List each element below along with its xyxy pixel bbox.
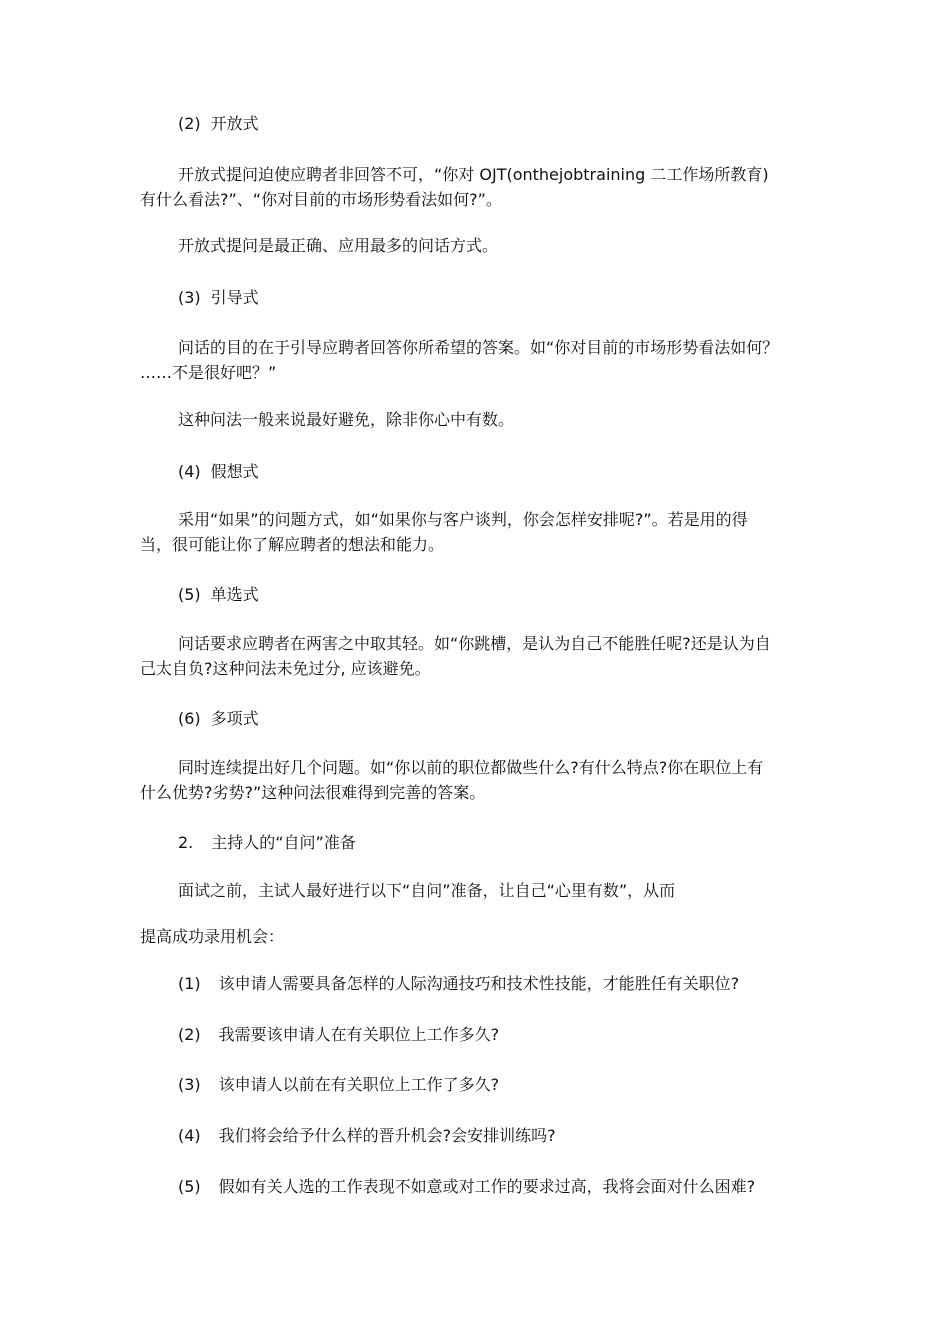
list-item	[178, 1174, 755, 1200]
heading-text: 多项式	[210, 709, 259, 728]
paragraph-line: 同时连续提出好几个问题。如“你以前的职位都做些什么?有什么特点?你在职位上有	[178, 758, 764, 777]
list-item	[178, 971, 739, 997]
heading-open	[178, 111, 259, 137]
paragraph-line: 有什么看法?”、“你对目前的市场形势看法如何?”。	[140, 190, 502, 209]
list-item-text: 我们将会给予什么样的晋升机会?会安排训练吗?	[218, 1126, 556, 1145]
heading-number: (6)	[178, 709, 201, 728]
list-item-number: (1)	[178, 974, 201, 993]
paragraph-line: 开放式提问迫使应聘者非回答不可，“你对 OJT(onthejobtraining 二工作场所教育)	[178, 165, 769, 184]
paragraph-line: 面试之前，主试人最好进行以下“自问”准备，让自己“心里有数”，从而	[178, 881, 676, 900]
paragraph-line: 开放式提问是最正确、应用最多的问话方式。	[178, 236, 499, 255]
heading-text: 开放式	[210, 114, 259, 133]
heading-number: 2.	[178, 833, 194, 852]
list-item-number: (5)	[178, 1177, 201, 1196]
paragraph-line: 什么优势?劣势?”这种问法很难得到完善的答案。	[140, 783, 486, 802]
heading-text: 引导式	[210, 288, 259, 307]
paragraph-line: 问话要求应聘者在两害之中取其轻。如“你跳槽，是认为自己不能胜任呢?还是认为自	[178, 634, 771, 653]
heading-text: 单选式	[210, 585, 259, 604]
heading-host-self-questions	[178, 830, 356, 856]
paragraph-line: 这种问法一般来说最好避免，除非你心中有数。	[178, 410, 515, 429]
list-item-number: (2)	[178, 1025, 201, 1044]
heading-number: (4)	[178, 462, 201, 481]
list-item	[178, 1022, 499, 1048]
list-item	[178, 1123, 556, 1149]
paragraph-line: 问话的目的在于引导应聘者回答你所希望的答案。如“你对目前的市场形势看法如何？	[178, 338, 779, 357]
list-item-number: (3)	[178, 1075, 201, 1094]
heading-number: (3)	[178, 288, 201, 307]
paragraph-line: 采用“如果”的问题方式，如“如果你与客户谈判，你会怎样安排呢?”。若是用的得	[178, 510, 748, 529]
list-item-text: 该申请人以前在有关职位上工作了多久?	[218, 1075, 500, 1094]
paragraph-line: 当，很可能让你了解应聘者的想法和能力。	[140, 535, 445, 554]
heading-hypothetical	[178, 459, 259, 485]
heading-single-choice	[178, 582, 259, 608]
heading-multi-item	[178, 706, 259, 732]
list-item-text: 假如有关人选的工作表现不如意或对工作的要求过高，我将会面对什么困难?	[218, 1177, 756, 1196]
heading-text: 假想式	[210, 462, 259, 481]
paragraph-line: 提高成功录用机会：	[140, 927, 285, 946]
heading-guided	[178, 285, 259, 311]
list-item	[178, 1072, 499, 1098]
heading-number: (5)	[178, 585, 201, 604]
list-item-text: 我需要该申请人在有关职位上工作多久?	[218, 1025, 500, 1044]
paragraph-line: 己太自负?这种问法未免过分, 应该避免。	[140, 659, 431, 678]
heading-text: 主持人的“自问”准备	[211, 833, 356, 852]
list-item-text: 该申请人需要具备怎样的人际沟通技巧和技术性技能，才能胜任有关职位?	[218, 974, 740, 993]
list-item-number: (4)	[178, 1126, 201, 1145]
paragraph-line: ……不是很好吧？”	[140, 363, 277, 382]
heading-number: (2)	[178, 114, 201, 133]
